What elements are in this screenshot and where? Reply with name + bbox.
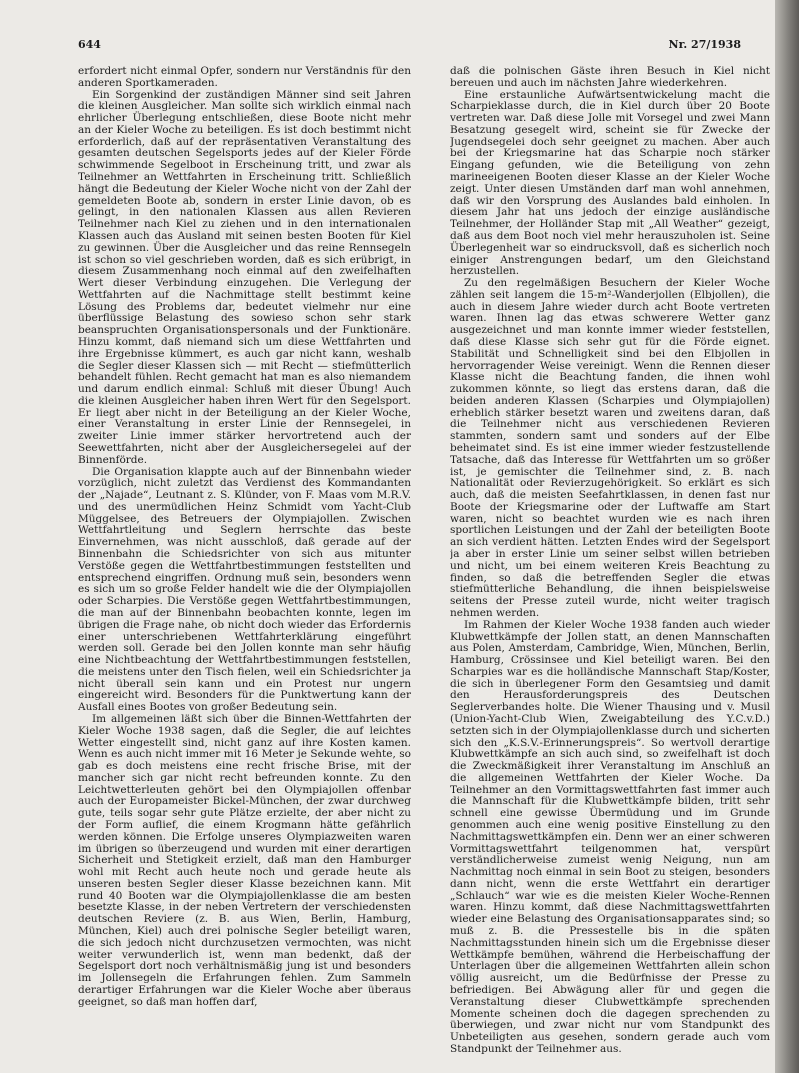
- issue-number: Nr. 27/1938: [668, 38, 741, 51]
- paragraph: erfordert nicht einmal Opfer, sondern nur Verständnis für den anderen Sportkameraden.: [78, 66, 411, 89]
- page-gutter: [775, 0, 799, 1073]
- paragraph: Im allgemeinen läßt sich über die Binnen-Wettfahrten der Kieler Woche 1938 sagen, daß die Segler, die auf leichtes Wetter eingestellt sind, nicht ganz auf ihre Kosten kamen. Wenn es auch nicht immer mit 16 Meter je Sekunde wehte, so gab es doch meistens eine recht frische Brise, mit der mancher sich gar nicht recht befreunden konnte. Zu den Leichtwetterleuten gehört bei den Olympiajollen offenbar auch der Europameister Bickel-München, der zwar durchweg gute, teils sogar sehr gute Plätze erzielte, der aber nicht zu der Form auflief, die einem Krogmann hätte gefährlich werden können. Die Erfolge unseres Olympiazweiten waren im übrigen so überzeugend und wurden mit einer derartigen Sicherheit und Stetigkeit erzielt, daß man den Hamburger wohl mit Recht auch heute noch und gerade heute als unseren besten Segler dieser Klasse bezeichnen kann. Mit rund 40 Booten war die Olympiajollenklasse die am besten besetzte Klasse, in der neben Vertretern der verschiedensten deutschen Reviere (z. B. aus Wien, Berlin, Hamburg, München, Kiel) auch drei polnische Segler beteiligt waren, die sich jedoch nicht durchzusetzen vermochten, was nicht weiter verwunderlich ist, wenn man bedenkt, daß der Segelsport dort noch verhältnismäßig jung ist und besonders im Jollensegeln die Erfahrungen fehlen. Zum Sammeln derartiger Erfahrungen war die Kieler Woche aber überaus geeignet, so daß man hoffen darf,: [78, 712, 411, 1008]
- page-number: 644: [78, 38, 101, 51]
- paragraph: daß die polnischen Gäste ihren Besuch in Kiel nicht bereuen und auch im nächsten Jahre wiederkehren.: [450, 66, 770, 89]
- paragraph: Eine erstaunliche Aufwärtsentwickelung macht die Scharpieklasse durch, die in Kiel durch über 20 Boote vertreten war. Daß diese Jolle mit Vorsegel und zwei Mann Besatzung gesegelt wird, scheint sie für Zwecke der Jugendsegelei doch sehr geeignet zu machen. Aber auch bei der Kriegsmarine hat das Scharpie noch stärker Eingang gefunden, wie die Beteiligung von zehn marineeigenen Booten dieser Klasse an der Kieler Woche zeigt. Unter diesen Umständen darf man wohl annehmen, daß wir den Vorsprung des Auslandes bald einholen. In diesem Jahr hat uns jedoch der einzige ausländische Teilnehmer, der Holländer Stap mit „All Weather“ gezeigt, daß aus dem Boot noch viel mehr herauszuholen ist. Seine Überlegenheit war so eindrucksvoll, daß es sicherlich noch einiger Anstrengungen bedarf, um den Gleichstand herzustellen.: [450, 88, 770, 278]
- paragraph: Die Organisation klappte auch auf der Binnenbahn wieder vorzüglich, nicht zuletzt das Verdienst des Kommandanten der „Najade“, Leutnant z. S. Klünder, von F. Maas vom M.R.V. und des unermüdlichen Heinz Schmidt vom Yacht-Club Müggelsee, des Betreuers der Olympiajollen. Zwischen Wettfahrtleitung und Seglern herrschte das beste Einvernehmen, was nicht ausschloß, daß gerade auf der Binnenbahn die Schiedsrichter von sich aus mitunter Verstöße gegen die Wettfahrtbestimmungen feststellten und entsprechend eingriffen. Ordnung muß sein, besonders wenn es sich um so große Felder handelt wie die der Olympiajollen oder Scharpies. Die Verstöße gegen Wettfahrtbestimmungen, die man auf der Binnenbahn beobachten konnte, legen im übrigen die Frage nahe, ob nicht doch wieder das Erfordernis einer unterschriebenen Wettfahrterklärung eingeführt werden soll. Gerade bei den Jollen konnte man sehr häufig eine Nichtbeachtung der Wettfahrtbestimmungen feststellen, die meistens unter den Tisch fielen, weil ein Schiedsrichter ja nicht überall sein kann und ein Protest nur ungern eingereicht wird. Besonders für die Punktwertung kann der Ausfall eines Bootes von großer Bedeutung sein.: [78, 465, 411, 714]
- page-header: [78, 38, 741, 58]
- right-column: [450, 66, 770, 1061]
- paragraph: Zu den regelmäßigen Besuchern der Kieler Woche zählen seit langem die 15-m²-Wanderjollen (Elbjollen), die auch in diesem Jahre wieder durch acht Boote vertreten waren. Ihnen lag das etwas schwerere Wetter ganz ausgezeichnet und man konnte immer wieder feststellen, daß diese Klasse sich sehr gut für die Förde eignet. Stabilität und Schnelligkeit sind bei den Elbjollen in hervorragender Weise vereinigt. Wenn die Rennen dieser Klasse nicht die Beachtung fanden, die ihnen wohl zukommen könnte, so liegt das erstens daran, daß die beiden anderen Klassen (Scharpies und Olympiajollen) erheblich stärker besetzt waren und zweitens daran, daß die Teilnehmer nicht aus verschiedenen Revieren stammten, sondern samt und sonders auf der Elbe beheimatet sind. Es ist eine immer wieder festzustellende Tatsache, daß das Interesse für Wettfahrten um so größer ist, je gemischter die Teilnehmer sind, z. B. nach Nationalität oder Revierzugehörigkeit. So erklärt es sich auch, daß die meisten Seefahrtklassen, in denen fast nur Boote der Kriegsmarine oder der Luftwaffe am Start waren, nicht so beachtet wurden wie es nach ihren sportlichen Leistungen und der Zahl der beteiligten Boote an sich verdient hätten. Letzten Endes wird der Segelsport ja aber in erster Linie um seiner selbst willen betrieben und nicht, um bei einem weiteren Kreis Beachtung zu finden, so daß die betreffenden Segler die etwas stiefmütterliche Behandlung, die ihnen beispielsweise seitens der Presse zuteil wurde, nicht weiter tragisch nehmen werden.: [450, 277, 770, 619]
- left-column: [78, 66, 411, 1061]
- paragraph: Ein Sorgenkind der zuständigen Männer sind seit Jahren die kleinen Ausgleicher. Man sollte sich wirklich einmal nach ehrlicher Überlegung entschließen, diese Boote nicht mehr an der Kieler Woche zu beteiligen. Es ist doch bestimmt nicht erforderlich, daß auf der repräsentativen Veranstaltung des gesamten deutschen Segelsports jedes auf der Kieler Förde schwimmende Segelboot in Erscheinung tritt, und zwar als Teilnehmer an Wettfahrten in Erscheinung tritt. Schließlich hängt die Bedeutung der Kieler Woche nicht von der Zahl der gemeldeten Boote ab, sondern in erster Linie davon, ob es gelingt, in den nationalen Klassen aus allen Revieren Teilnehmer nach Kiel zu ziehen und in den internationalen Klassen auch das Ausland mit seinen besten Booten für Kiel zu gewinnen. Über die Ausgleicher und das reine Rennsegeln ist schon so viel geschrieben worden, daß es sich erübrigt, in diesem Zusammenhang noch einmal auf den zweifelhaften Wert dieser Verbindung einzugehen. Die Verlegung der Wettfahrten auf die Nachmittage stellt bestimmt keine Lösung des Problems dar, bedeutet vielmehr nur eine überflüssige Belastung des sowieso schon sehr stark beanspruchten Organisationspersonals und der Funktionäre. Hinzu kommt, daß niemand sich um diese Wettfahrten und ihre Ergebnisse kümmert, es auch gar nicht kann, weshalb die Segler dieser Klassen sich — mit Recht — stiefmütterlich behandelt fühlen. Recht gemacht hat man es also niemandem und darum endlich einmal: Schluß mit dieser Übung! Auch die kleinen Ausgleicher haben ihren Wert für den Segelsport. Er liegt aber nicht in der Beteiligung an der Kieler Woche, einer Veranstaltung in erster Linie der Rennsegelei, in zweiter Linie immer stärker hervortretend auch der Seewettfahrten, nicht aber der Ausgleichersegelei auf der Binnenförde.: [78, 88, 411, 466]
- paragraph: Im Rahmen der Kieler Woche 1938 fanden auch wieder Klubwettkämpfe der Jollen statt, an denen Mannschaften aus Polen, Amsterdam, Cambridge, Wien, München, Berlin, Hamburg, Crössinsee und Kiel beteiligt waren. Bei den Scharpies war es die holländische Mannschaft Stap/Koster, die sich in überlegener Form den Gesamtsieg und damit den Herausforderungspreis des Deutschen Seglerverbandes holte. Die Wiener Thausing und v. Musil (Union-Yacht-Club Wien, Zweigabteilung des Y.C.v.D.) setzten sich in der Olympiajollenklasse durch und sicherten sich den „K.S.V.-Erinnerungspreis“. So wertvoll derartige Klubwettkämpfe an sich auch sind, so zweifelhaft ist doch die Zweckmäßigkeit ihrer Veranstaltung im Anschluß an die allgemeinen Wettfahrten der Kieler Woche. Da Teilnehmer an den Vormittagswettfahrten fast immer auch die Mannschaft für die Klubwettkämpfe bilden, tritt sehr schnell eine gewisse Übermüdung und im Grunde genommen auch eine wenig positive Einstellung zu den Nachmittagswettkämpfen ein. Denn wer an einer schweren Vormittagswettfahrt teilgenommen hat, verspürt verständlicherweise zumeist wenig Neigung, nun am Nachmittag noch einmal in sein Boot zu steigen, besonders dann nicht, wenn die erste Wettfahrt ein derartiger „Schlauch“ war wie es die meisten Kieler Woche-Rennen waren. Hinzu kommt, daß diese Nachmittagswettfahrten wieder eine Belastung des Organisationsapparates sind; so muß z. B. die Pressestelle bis in die späten Nachmittagsstunden hinein sich um die Ergebnisse dieser Wettkämpfe bemühen, während die Herbeischaffung der Unterlagen über die allgemeinen Wettfahrten allein schon völlig ausreicht, um die Bedürfnisse der Presse zu befriedigen. Bei Abwägung aller für und gegen die Veranstaltung dieser Clubwettkämpfe sprechenden Momente scheinen doch die dagegen sprechenden zu überwiegen, und zwar nicht nur vom Standpunkt des Unbeteiligten aus gesehen, sondern gerade auch vom Standpunkt der Teilnehmer aus.: [450, 618, 770, 1055]
